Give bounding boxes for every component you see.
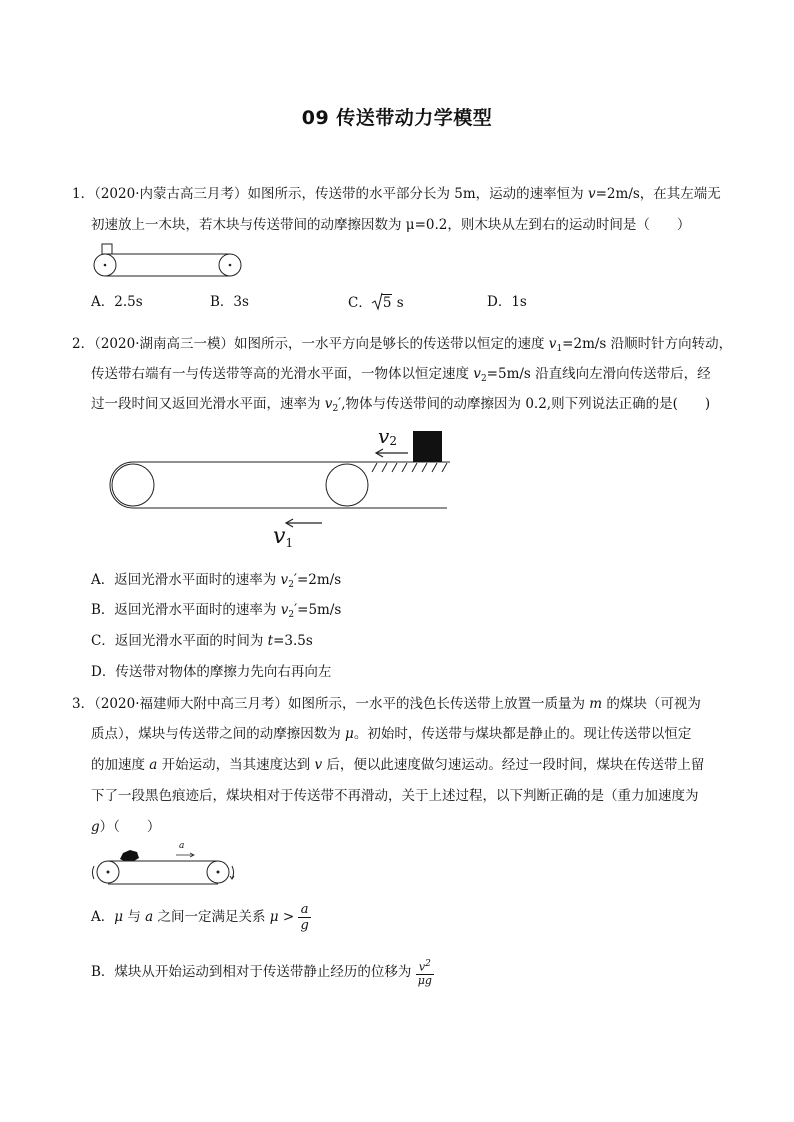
q2-left-pulley — [112, 464, 154, 506]
q3-line-1: 3．（2020·福建师大附中高三月考）如图所示，一水平的浅色长传送带上放置一质量为 m 的煤块（可视为 — [72, 696, 701, 712]
q3-fig-label-a: a — [179, 841, 185, 851]
q1-conveyor-figure — [88, 240, 248, 280]
q2-line-3: 过一段时间又返回光滑水平面，速率为 $v_2'$,物体与传送带间的动摩擦因为 0.2,则下列说法正确的是( ) — [91, 396, 711, 414]
q1-var-v: v — [587, 186, 596, 202]
q1-source: （2020·内蒙古高三月考） — [94, 186, 248, 202]
q2-right-pulley — [326, 464, 368, 506]
q2-block — [413, 431, 442, 462]
q3-line-5: g）（ ） — [91, 819, 161, 835]
q1-text: =2m/s，在其左端无 — [595, 186, 721, 202]
q1-option-c-radicand: 5 — [382, 295, 392, 311]
sqrt-symbol — [372, 292, 382, 310]
q3-line-4: 下了一段黑色痕迹后，煤块相对于传送带不再滑动，关于上述过程，以下判断正确的是（重力加速度为 — [91, 788, 699, 804]
q1-block — [102, 244, 112, 254]
q3-conveyor-figure — [88, 840, 238, 890]
q2-option-d[interactable]: D．传送带对物体的摩擦力先向右再向左 — [91, 664, 332, 680]
q3-option-b[interactable]: B．煤块从开始运动到相对于传送带静止经历的位移为 $\frac{v^2}{\mu g}$ — [91, 959, 432, 987]
q2-option-a[interactable]: A．返回光滑水平面时的速率为 $v_2'=2m/s$ — [91, 572, 342, 590]
q2-fig-label-v2: $v_2$ — [378, 424, 397, 448]
q1-number: 1． — [72, 186, 95, 202]
q3-number: 3． — [72, 696, 95, 712]
q3-v2-over-mug-fraction: $\frac{v^2}{\mu g}$ — [417, 959, 432, 987]
q2-ground-hatch — [372, 463, 447, 472]
q3-a-over-g-fraction: $\frac{a}{g}$ — [300, 902, 309, 933]
q1-option-c[interactable]: C． 5 s — [348, 292, 404, 313]
q3-line-2: 质点），煤块与传送带之间的动摩擦因数为 μ。初始时，传送带与煤块都是静止的。现让传送带以恒定 — [91, 726, 692, 742]
q2-line-1: 2．（2020·湖南高三一模）如图所示，一水平方向是够长的传送带以恒定的速度 $v_1=2m/s$ 沿顺时针方向转动， — [72, 336, 733, 354]
q2-option-b[interactable]: B．返回光滑水平面时的速率为 $v_2'=5m/s$ — [91, 602, 342, 620]
q1-option-b[interactable]: B．3s — [210, 294, 249, 310]
q2-option-c[interactable]: C．返回光滑水平面的时间为 t=3.5s — [91, 633, 313, 649]
q1-option-d[interactable]: D．1s — [487, 294, 527, 310]
q2-line-2: 传送带右端有一与传送带等高的光滑水平面，一物体以恒定速度 $v_2=5m/s$ 沿直线向左滑向传送带后，经 — [91, 366, 711, 384]
q1-option-a[interactable]: A．2.5s — [91, 294, 143, 310]
page-title: 09 传送带动力学模型 — [301, 107, 493, 129]
q2-fig-label-v1: $v_1$ — [273, 524, 294, 550]
q3-option-a[interactable]: A．μ 与 a 之间一定满足关系 μ > $\frac{a}{g}$ — [91, 902, 309, 933]
q3-coal-block — [120, 850, 139, 861]
q3-line-3: 的加速度 a 开始运动，当其速度达到 v 后，便以此速度做匀速运动。经过一段时间，煤块在传送带上留 — [91, 757, 705, 773]
q1-line-2: 初速放上一木块，若木块与传送带间的动摩擦因数为 μ=0.2，则木块从左到右的运动时间是（ ） — [91, 217, 691, 233]
q1-line-1 — [72, 184, 721, 204]
q1-text: 如图所示，传送带的水平部分长为 5m，运动的速率恒为 — [247, 186, 588, 202]
q2-number: 2． — [72, 336, 95, 352]
